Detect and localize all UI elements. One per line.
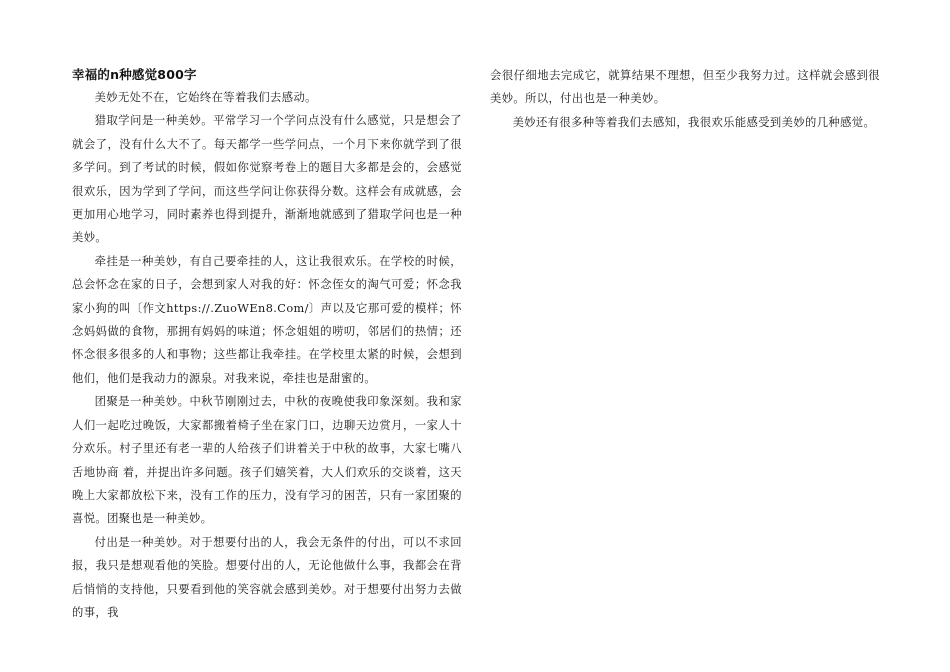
document-title: 幸福的n种感觉800字 bbox=[72, 67, 197, 82]
paragraph: 牵挂是一种美妙，有自己要牵挂的人，这让我很欢乐。在学校的时候，总会怀念在家的日子，会想到家人对我的好：怀念侄女的淘气可爱；怀念我家小狗的叫〔作文https://.ZuoWEn8.Com/〕声以及它那可爱的模样；怀念妈妈做的食物，那拥有妈妈的味道；怀念姐姐的唠叨，邻居们的热情；还怀念很多很多的人和事物；这些都让我牵挂。在学校里太紧的时候，会想到他们，他们是我动力的源泉。对我来说，牵挂也是甜蜜的。 bbox=[72, 254, 462, 385]
left-column bbox=[72, 64, 462, 624]
paragraph: 美妙还有很多种等着我们去感知，我很欢乐能感受到美妙的几种感觉。 bbox=[512, 115, 876, 129]
paragraph: 猎取学问是一种美妙。平常学习一个学问点没有什么感觉，只是想会了就会了，没有什么大不了。每天都学一些学问点，一个月下来你就学到了很多学问。到了考试的时候，假如你觉察考卷上的题目大多都是会的，会感觉很欢乐，因为学到了学问，而这些学问让你获得分数。这样会有成就感，会更加用心地学习，同时素养也得到提升，渐渐地就感到了猎取学问也是一种美妙。 bbox=[72, 114, 462, 245]
paragraph: 美妙无处不在，它始终在等着我们去感动。 bbox=[94, 91, 317, 104]
paragraph: 付出是一种美妙。对于想要付出的人，我会无条件的付出，可以不求回报，我只是想观看他的笑脸。想要付出的人，无论他做什么事，我都会在背后悄悄的支持他，只要看到他的笑容就会感到美妙。对于想要付出努力去做的事，我 bbox=[72, 535, 462, 619]
paragraph-continued: 会很仔细地去完成它，就算结果不理想，但至少我努力过。这样就会感到很美妙。所以，付出也是一种美妙。 bbox=[490, 69, 880, 106]
paragraph: 团聚是一种美妙。中秋节刚刚过去，中秋的夜晚使我印象深刻。我和家人们一起吃过晚饭，大家都搬着椅子坐在家门口，边聊天边赏月，一家人十分欢乐。村子里还有老一辈的人给孩子们讲着关于中秋的故事，大家七嘴八舌地协商 着，并提出许多问题。孩子们嬉笑着，大人们欢乐的交谈着，这天晚上大家都放松下来，没有工作的压力，没有学习的困苦，只有一家团聚的喜悦。团聚也是一种美妙。 bbox=[72, 395, 462, 526]
right-column bbox=[490, 64, 880, 134]
